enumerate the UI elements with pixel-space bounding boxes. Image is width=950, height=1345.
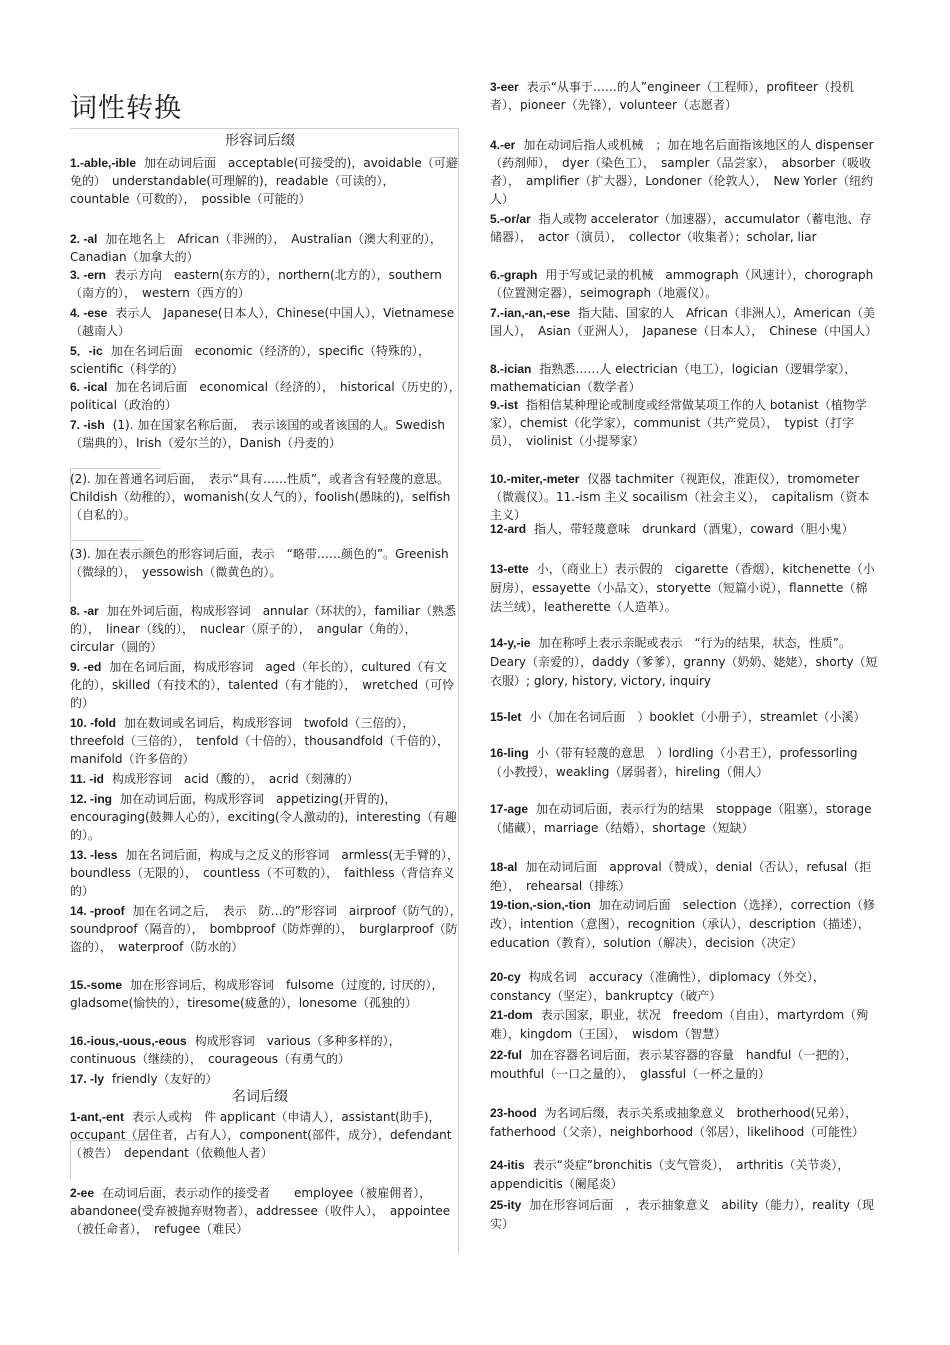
right-entry [490, 1104, 878, 1142]
right-entry [490, 896, 878, 953]
suffix-description: 指人，带轻蔑意味 drunkard（酒鬼），coward（胆小鬼） [534, 522, 854, 536]
suffix-label: 17-age [490, 802, 529, 816]
suffix-label: 3. -ern [70, 268, 107, 282]
suffix-label: 2-ee [70, 1186, 95, 1200]
suffix-description: 表示“炎症”bronchitis（支气管炎）， arthritis（关节炎）， appendicitis（阑尾炎） [490, 1158, 856, 1191]
right-entry [490, 708, 878, 727]
suffix-description: 加在形容词后面 ，表示抽象意义 ability（能力），reality（现实） [490, 1198, 875, 1231]
adj-suffix-heading: 形容词后缀 [225, 133, 295, 149]
suffix-description: 加在名词后面 economical（经济的）， historical（历史的）， political（政治的） [70, 380, 467, 412]
suffix-label: 17. -ly [70, 1072, 105, 1086]
suffix-label: 25-ity [490, 1198, 522, 1212]
suffix-label: 12-ard [490, 522, 527, 536]
suffix-description: (2). 加在普通名词后面， 表示“具有……性质”，或者含有轻蔑的意思。 Childish（幼稚的），womanish(女人气的），foolish(愚昧的)，selfish（自私的）。 [70, 472, 456, 522]
right-entry [490, 396, 878, 450]
suffix-description: 表示人或构 件 applicant（申请人），assistant(助手)，occupant（居住者，占有人），component(部件，成分），defendant（被告） dependant（依赖他人者） [70, 1110, 452, 1160]
left-entry [70, 154, 458, 208]
left-entry [70, 1032, 458, 1068]
suffix-description: 构成名词 accuracy（准确性），diplomacy（外交），constancy（坚定），bankruptcy（破产） [490, 970, 825, 1003]
suffix-label: 4. -ese [70, 306, 108, 320]
right-entry [490, 858, 878, 896]
suffix-label: 14-y,-ie [490, 636, 531, 650]
suffix-description: 加在动词后面 approval（赞成），denial（否认），refusal（拒绝）， rehearsal（排练） [490, 860, 872, 893]
right-entry [490, 744, 878, 782]
suffix-label: 22-ful [490, 1048, 523, 1062]
suffix-description: 加在名词之后， 表示 防…的”形容词 airproof（防气的）， soundproof（隔音的）， bombproof（防炸弹的）， burglarproof（防盗的）， waterproof（防水的） [70, 904, 468, 954]
right-entry [490, 1046, 878, 1084]
suffix-description: 仪器 tachmiter（视距仪，准距仪），tromometer（微震仪）。11.-ism 主义 socailism（社会主义）， capitalism（资本主义） [490, 472, 870, 522]
suffix-description: 为名词后缀，表示关系或抽象意义 brotherhood(兄弟），fatherhood（父亲），neighborhood（邻居），likelihood（可能性） [490, 1106, 865, 1139]
left-entry [70, 416, 458, 452]
suffix-label: 3-eer [490, 80, 519, 94]
left-entry [70, 266, 458, 302]
left-column-border [458, 128, 459, 1253]
right-entry [490, 78, 878, 114]
suffix-description: 在动词后面，表示动作的接受者 employee（被雇佣者），abandonee(受弃被抛弃财物者），addressee（收件人）， appointee（被任命者）， refugee（难民） [70, 1186, 451, 1236]
suffix-label: 12. -ing [70, 792, 113, 806]
right-entry [490, 800, 878, 838]
suffix-description: 表示人 Japanese(日本人），Chinese(中国人），Vietnamese（越南人） [70, 306, 455, 338]
suffix-label: 5．-ic [70, 344, 103, 358]
suffix-description: 加在名词后面，构成与之反义的形容词 armless(无手臂的）， boundless（无限的）， countless（不可数的）， faithless（背信弃义的） [70, 848, 466, 898]
right-entry [490, 634, 878, 691]
suffix-description: 指人或物 accelerator（加速器），accumulator（蓄电池、存储器）， actor（演员）， collector（收集者）；scholar, liar [490, 212, 872, 244]
noun-suffix-heading: 名词后缀 [232, 1089, 288, 1105]
suffix-label: 10. -fold [70, 716, 117, 730]
suffix-label: 4.-er [490, 138, 516, 152]
left-entry [70, 602, 458, 656]
right-entry [490, 136, 878, 208]
suffix-description: 小（带有轻蔑的意思 ）lordling（小君王），professorling（小教授），weakling（孱弱者），hireling（佣人） [490, 746, 858, 779]
suffix-label: 9. -ed [70, 660, 102, 674]
left-column-top-border [70, 128, 458, 129]
suffix-description: 表示方向 eastern(东方的），northern(北方的），southern（南方的）， western（西方的） [70, 268, 442, 300]
suffix-label: 21-dom [490, 1008, 533, 1022]
suffix-label: 24-itis [490, 1158, 525, 1172]
suffix-label: 15-let [490, 710, 522, 724]
suffix-description: 加在地名上 African（非洲的）， Australian（澳大利亚的）， Canadian（加拿大的） [70, 232, 448, 264]
suffix-description: 加在称呼上表示亲昵或表示 “行为的结果，状态，性质”。Deary（亲爱的），daddy（爹爹），granny（奶奶、姥姥），shorty（短衣服）; glory, history, victory, inquiry [490, 636, 878, 688]
suffix-label: 15.-some [70, 978, 123, 992]
suffix-description: 加在动词后面 acceptable(可接受的)，avoidable（可避免的） understandable(可理解的)，readable（可读的）， countable（可数的）， possible（可能的） [70, 156, 458, 206]
suffix-description: 表示国家，职业，状况 freedom（自由），martyrdom（殉难），kingdom（王国）， wisdom（智慧） [490, 1008, 869, 1041]
suffix-label: 7. -ish [70, 418, 105, 432]
suffix-description: 加在名词后面 economic（经济的），specific（特殊的）， scientific（科学的） [70, 344, 436, 376]
left-entry [70, 770, 458, 788]
left-entry [70, 304, 458, 340]
right-entry [490, 968, 878, 1006]
suffix-description: 指相信某种理论或制度或经常做某项工作的人 botanist（植物学家），chemist（化学家），communist（共产党员）， typist（打字员）， violinist（小提琴家） [490, 398, 867, 448]
suffix-label: 1-ant,-ent [70, 1110, 124, 1124]
suffix-description: 加在动词后面 selection（选择），correction（修改），intention（意图），recognition（承认），description（描述），education（教育），solution（解决），decision（决定） [490, 898, 875, 950]
suffix-description: 加在名词后面，构成形容词 aged（年长的），cultured（有文化的），skilled（有技术的），talented（有才能的）， wretched（可怜的） [70, 660, 455, 710]
suffix-description: 加在动词后面，构成形容词 appetizing(开胃的)，encouraging(鼓舞人心的），exciting(令人激动的)，interesting（有趣的）。 [70, 792, 457, 842]
suffix-label: 9.-ist [490, 398, 519, 412]
suffix-description: 小，（商业上）表示假的 cigarette（香烟），kitchenette（小厨房），essayette（小品文），storyette（短篇小说），flannette（棉法兰绒），leatherette（人造革）。 [490, 562, 875, 614]
suffix-label: 13. -less [70, 848, 118, 862]
suffix-description: 加在形容词后，构成形容词 fulsome（过度的, 讨厌的），gladsome(愉快的），tiresome(疲惫的），lonesome（孤独的） [70, 978, 444, 1010]
left-entry [70, 714, 458, 768]
suffix-label: 20-cy [490, 970, 521, 984]
suffix-label: 7.-ian,-an,-ese [490, 306, 571, 320]
left-entry [70, 658, 458, 712]
suffix-label: 14. -proof [70, 904, 125, 918]
right-entry [490, 210, 878, 246]
suffix-label: 8.-ician [490, 362, 532, 376]
suffix-label: 5.-or/ar [490, 212, 531, 226]
suffix-description: 构成形容词 acid（酸的）， acrid（刻薄的） [112, 772, 359, 786]
page-title: 词性转换 [70, 93, 182, 124]
left-entry [70, 1070, 458, 1088]
left-entry [70, 790, 458, 844]
suffix-label: 1.-able,-ible [70, 156, 137, 170]
suffix-description: 加在动词后指人或机械 ；加在地名后面指该地区的人 dispenser（药剂师）， dyer（染色工）， sampler（品尝家）， absorber（吸收者）， amplifier（扩大器），Londoner（伦敦人）， New Yorler（纽约人） [490, 138, 874, 206]
left-entry [70, 1184, 458, 1238]
right-entry [490, 520, 878, 539]
suffix-description: 加在容器名词后面，表示某容器的容量 handful（一把的），mouthful（一口之量的）， glassful（一杯之量的） [490, 1048, 858, 1081]
suffix-description: 小（加在名词后面 ）booklet（小册子），streamlet（小溪） [529, 710, 866, 724]
left-entry [70, 545, 458, 581]
suffix-description: friendly（友好的） [112, 1072, 218, 1086]
right-entry [490, 470, 878, 524]
suffix-description: 加在动词后面，表示行为的结果 stoppage（阻塞），storage（储藏），marriage（结婚），shortage（短缺） [490, 802, 872, 835]
left-entry [70, 976, 458, 1012]
suffix-label: 18-al [490, 860, 518, 874]
suffix-label: 2. -al [70, 232, 98, 246]
left-entry [70, 846, 466, 900]
left-entry [70, 230, 458, 266]
suffix-description: 加在数词或名词后，构成形容词 twofold（三倍的）， threefold（三倍的）， tenfold（十倍的），thousandfold（千倍的）， manifold（许多倍的） [70, 716, 456, 766]
right-entry [490, 360, 878, 396]
suffix-description: 用于写或记录的机械 ammograph（风速计），chorograph（位置测定器），seimograph（地震仪）。 [490, 268, 874, 300]
left-entry [70, 378, 467, 414]
suffix-label: 23-hood [490, 1106, 537, 1120]
right-entry [490, 560, 878, 617]
suffix-description: (1). 加在国家名称后面， 表示该国的或者该国的人。Swedish（瑞典的），Irish（爱尔兰的），Danish（丹麦的） [70, 418, 445, 450]
suffix-label: 16-ling [490, 746, 529, 760]
suffix-label: 6.-graph [490, 268, 538, 282]
left-entry [70, 1108, 458, 1162]
right-entry [490, 304, 878, 340]
suffix-label: 19-tion,-sion,-tion [490, 898, 591, 912]
suffix-description: 表示“从事于……的人”engineer（工程师），profiteer（投机者），pioneer（先锋），volunteer（志愿者） [490, 80, 854, 112]
left-entry [70, 902, 468, 956]
suffix-label: 10.-miter,-meter [490, 472, 580, 486]
suffix-label: 11. -id [70, 772, 105, 786]
suffix-label: 8. -ar [70, 604, 99, 618]
suffix-label: 16.-ious,-uous,-eous [70, 1034, 187, 1048]
suffix-label: 6. -ical [70, 380, 108, 394]
suffix-description: 加在外词后面，构成形容词 annular（环状的），familiar（熟悉的）， linear（线的）， nuclear（原子的）， angular（角的）， circular（圆的） [70, 604, 457, 654]
right-entry [490, 1196, 878, 1234]
suffix-description: 构成形容词 various（多种多样的），continuous（继续的）， courageous（有勇气的） [70, 1034, 401, 1066]
suffix-description: (3). 加在表示颜色的形容词后面，表示 “略带……颜色的”。Greenish（微绿的）， yessowish（微黄色的）。 [70, 547, 449, 579]
suffix-description: 指大陆、国家的人 African（非洲人），American（美国人）， Asian（亚洲人）， Japanese（日本人）， Chinese（中国人） [490, 306, 878, 338]
left-entry [70, 342, 458, 378]
left-entry [70, 470, 458, 524]
right-entry [490, 1156, 878, 1194]
suffix-description: 指熟悉……人 electrician（电工），logician（逻辑学家）， mathematician（数学者） [490, 362, 863, 394]
suffix-label: 13-ette [490, 562, 529, 576]
right-entry [490, 1006, 878, 1044]
right-entry [490, 266, 878, 302]
